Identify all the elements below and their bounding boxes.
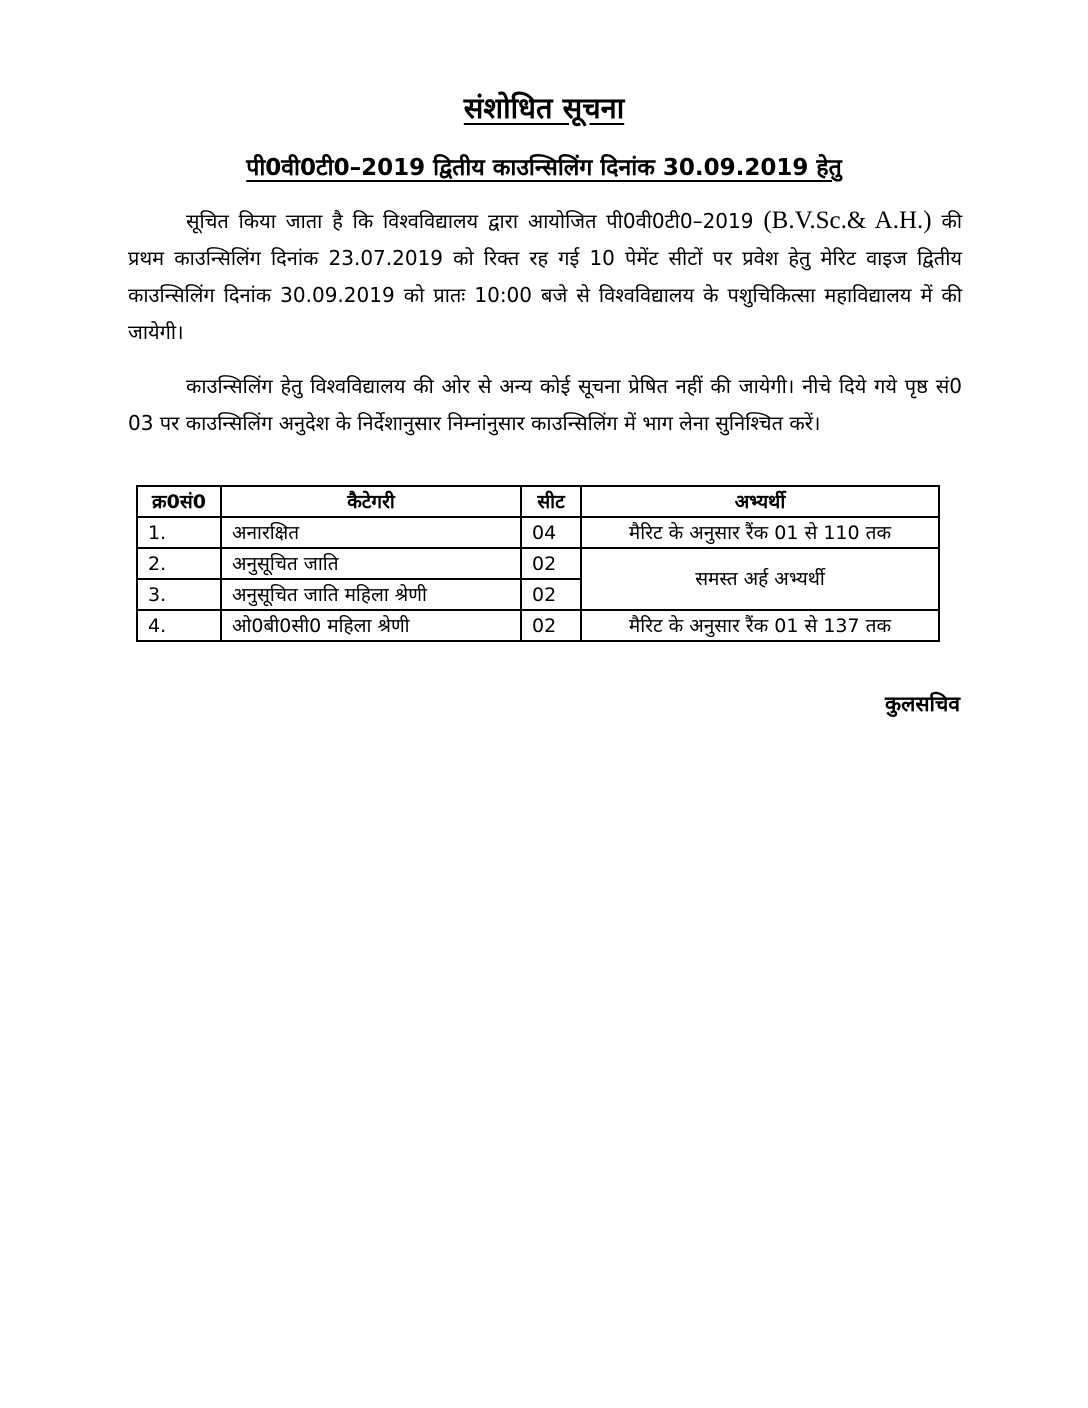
row-category: अनुसूचित जाति	[221, 548, 521, 579]
header-sno: क्र0सं0	[137, 486, 221, 517]
table-row	[137, 548, 939, 579]
row-candidates: मैरिट के अनुसार रैंक 01 से 110 तक	[581, 517, 939, 548]
header-seats: सीट	[521, 486, 581, 517]
table-row	[137, 610, 939, 641]
table-row	[137, 517, 939, 548]
table-header-row	[137, 486, 939, 517]
row-seats: 02	[521, 610, 581, 641]
row-candidates-merged: समस्त अर्ह अभ्यर्थी	[581, 548, 939, 610]
paragraph-1	[128, 202, 962, 351]
row-candidates: मैरिट के अनुसार रैंक 01 से 137 तक	[581, 610, 939, 641]
notice-title: संशोधित सूचना	[463, 91, 625, 125]
seat-table	[136, 485, 940, 642]
signature: कुलसचिव	[884, 692, 960, 716]
row-seats: 02	[521, 548, 581, 579]
row-category: अनारक्षित	[221, 517, 521, 548]
row-seats: 04	[521, 517, 581, 548]
paragraph-1-part-2: की प्रथम काउन्सिलिंग दिनांक 23.07.2019 को रिक्त रह गई 10 पेमेंट सीटों पर प्रवेश हेतु मेरिट वाइज द्वितीय काउन्सिलिंग दिनांक 30.09.2019 को प्रातः 10:00 बजे से विश्वविद्यालय के पशुचिकित्सा महाविद्यालय में की जायेगी।	[128, 209, 962, 344]
header-category: कैटेगरी	[221, 486, 521, 517]
row-sno: 4.	[137, 610, 221, 641]
row-sno: 1.	[137, 517, 221, 548]
row-sno: 3.	[137, 579, 221, 610]
row-category: ओ0बी0सी0 महिला श्रेणी	[221, 610, 521, 641]
paragraph-1-part-1: सूचित किया जाता है कि विश्वविद्यालय द्वारा आयोजित पी0वी0टी0–2019	[186, 209, 754, 233]
course-name: (B.V.Sc.& A.H.)	[763, 207, 932, 234]
row-sno: 2.	[137, 548, 221, 579]
notice-subtitle: पी0वी0टी0–2019 द्वितीय काउन्सिलिंग दिनांक 30.09.2019 हेतु	[246, 155, 842, 181]
row-category: अनुसूचित जाति महिला श्रेणी	[221, 579, 521, 610]
header-candidates: अभ्यर्थी	[581, 486, 939, 517]
paragraph-2: काउन्सिलिंग हेतु विश्वविद्यालय की ओर से अन्य कोई सूचना प्रेषित नहीं की जायेगी। नीचे दिये गये पृष्ठ सं0 03 पर काउन्सिलिंग अनुदेश के निर्देशानुसार निम्नांनुसार काउन्सिलिंग में भाग लेना सुनिश्चित करें।	[128, 374, 962, 435]
row-seats: 02	[521, 579, 581, 610]
